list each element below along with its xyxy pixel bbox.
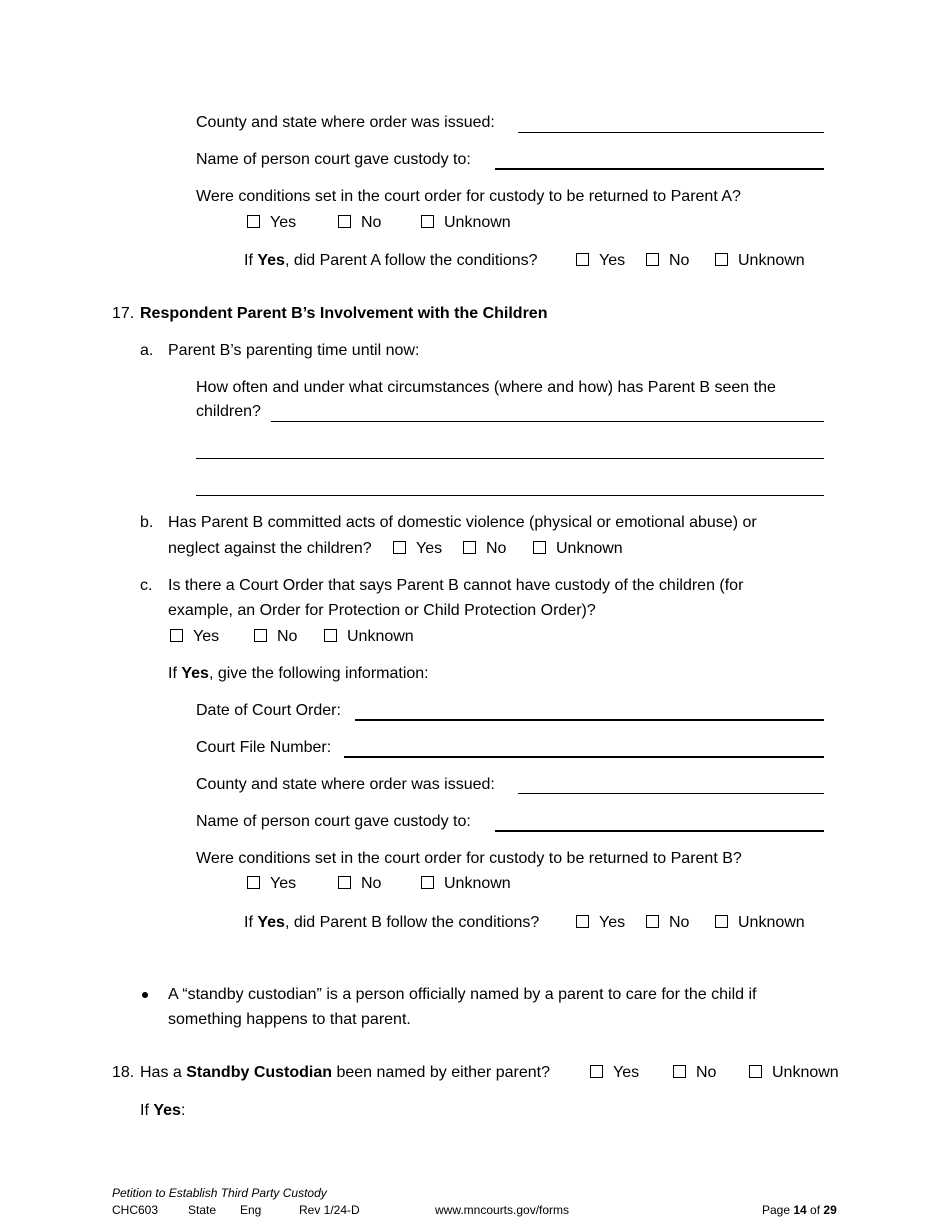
standby-yes-option[interactable]: Yes: [590, 1063, 639, 1083]
follow-conditions-question-b: If Yes, did Parent B follow the conditions?: [244, 914, 540, 931]
follow-a-unknown-option[interactable]: Unknown: [715, 251, 805, 271]
follow-b-yes-option[interactable]: Yes: [576, 913, 625, 933]
court-order-question-line1: Is there a Court Order that says Parent B cannot have custody of the children (for: [168, 577, 744, 594]
checkbox-icon[interactable]: [533, 541, 546, 554]
follow-b-unknown-option[interactable]: Unknown: [715, 913, 805, 933]
custody-name-field-b[interactable]: [495, 830, 824, 832]
footer-url[interactable]: www.mncourts.gov/forms: [435, 1203, 570, 1217]
court-order-if-yes: If Yes, give the following information:: [168, 665, 429, 682]
item-a-letter: a.: [140, 342, 154, 359]
checkbox-icon[interactable]: [715, 915, 728, 928]
checkbox-icon[interactable]: [646, 253, 659, 266]
checkbox-icon[interactable]: [590, 1065, 603, 1078]
conditions-a-no-option[interactable]: No: [338, 213, 381, 233]
standby-note-line2: something happens to that parent.: [168, 1011, 411, 1028]
conditions-b-no-option[interactable]: No: [338, 874, 381, 894]
parenting-time-question-line2: children?: [196, 403, 261, 420]
county-state-field-b[interactable]: [518, 793, 824, 794]
checkbox-icon[interactable]: [646, 915, 659, 928]
bullet-icon: [142, 992, 148, 998]
footer-form-type: State: [188, 1203, 217, 1217]
follow-a-yes-option[interactable]: Yes: [576, 251, 625, 271]
county-state-label-a: County and state where order was issued:: [196, 114, 495, 131]
dv-unknown-option[interactable]: Unknown: [533, 539, 623, 559]
court-file-number-label: Court File Number:: [196, 739, 332, 756]
section-17-title: Respondent Parent B’s Involvement with the Children: [140, 305, 548, 322]
checkbox-icon[interactable]: [247, 215, 260, 228]
checkbox-icon[interactable]: [673, 1065, 686, 1078]
parenting-time-answer-line2[interactable]: [196, 458, 824, 459]
checkbox-icon[interactable]: [247, 876, 260, 889]
domestic-violence-question-line1: Has Parent B committed acts of domestic violence (physical or emotional abuse) or: [168, 514, 757, 531]
checkbox-icon[interactable]: [463, 541, 476, 554]
item-a-text: Parent B’s parenting time until now:: [168, 342, 420, 359]
item-b-letter: b.: [140, 514, 154, 531]
standby-unknown-option[interactable]: Unknown: [749, 1063, 839, 1083]
date-of-order-label: Date of Court Order:: [196, 702, 341, 719]
footer-revision: Rev 1/24-D: [299, 1203, 360, 1217]
follow-a-no-option[interactable]: No: [646, 251, 689, 271]
parenting-time-question-line1: How often and under what circumstances (where and how) has Parent B seen the: [196, 379, 776, 396]
section-18-number: 18.: [112, 1064, 135, 1081]
court-order-question-line2: example, an Order for Protection or Child Protection Order)?: [168, 602, 596, 619]
conditions-question-b: Were conditions set in the court order for custody to be returned to Parent B?: [196, 850, 742, 867]
conditions-a-unknown-option[interactable]: Unknown: [421, 213, 511, 233]
court-order-yes-option[interactable]: Yes: [170, 627, 219, 647]
footer-page-number: Page 14 of 29: [762, 1203, 837, 1217]
item-c-letter: c.: [140, 577, 153, 594]
conditions-question-a: Were conditions set in the court order for custody to be returned to Parent A?: [196, 188, 741, 205]
court-file-number-field[interactable]: [344, 756, 824, 758]
footer-form-title: Petition to Establish Third Party Custody: [112, 1186, 327, 1200]
checkbox-icon[interactable]: [338, 876, 351, 889]
court-order-no-option[interactable]: No: [254, 627, 297, 647]
county-state-field-a[interactable]: [518, 132, 824, 133]
checkbox-icon[interactable]: [421, 215, 434, 228]
checkbox-icon[interactable]: [576, 915, 589, 928]
conditions-b-yes-option[interactable]: Yes: [247, 874, 296, 894]
custody-name-label-a: Name of person court gave custody to:: [196, 151, 471, 168]
footer-language: Eng: [240, 1203, 262, 1217]
follow-b-no-option[interactable]: No: [646, 913, 689, 933]
standby-if-yes: If Yes:: [140, 1102, 186, 1119]
domestic-violence-question-line2: neglect against the children?: [168, 540, 372, 557]
checkbox-icon[interactable]: [170, 629, 183, 642]
section-17-number: 17.: [112, 305, 135, 322]
checkbox-icon[interactable]: [254, 629, 267, 642]
checkbox-icon[interactable]: [421, 876, 434, 889]
parenting-time-answer-line1[interactable]: [271, 421, 824, 422]
county-state-label-b: County and state where order was issued:: [196, 776, 495, 793]
footer-form-number: CHC603: [112, 1203, 159, 1217]
standby-no-option[interactable]: No: [673, 1063, 716, 1083]
checkbox-icon[interactable]: [338, 215, 351, 228]
checkbox-icon[interactable]: [576, 253, 589, 266]
checkbox-icon[interactable]: [393, 541, 406, 554]
checkbox-icon[interactable]: [715, 253, 728, 266]
custody-name-field-a[interactable]: [495, 168, 824, 170]
date-of-order-field[interactable]: [355, 719, 824, 721]
standby-note-line1: A “standby custodian” is a person officially named by a parent to care for the child if: [168, 986, 757, 1003]
dv-no-option[interactable]: No: [463, 539, 506, 559]
parenting-time-answer-line3[interactable]: [196, 495, 824, 496]
standby-question: Has a Standby Custodian been named by either parent?: [140, 1064, 550, 1081]
checkbox-icon[interactable]: [749, 1065, 762, 1078]
dv-yes-option[interactable]: Yes: [393, 539, 442, 559]
conditions-b-unknown-option[interactable]: Unknown: [421, 874, 511, 894]
checkbox-icon[interactable]: [324, 629, 337, 642]
follow-conditions-question-a: If Yes, did Parent A follow the conditions?: [244, 252, 538, 269]
court-order-unknown-option[interactable]: Unknown: [324, 627, 414, 647]
conditions-a-yes-option[interactable]: Yes: [247, 213, 296, 233]
custody-name-label-b: Name of person court gave custody to:: [196, 813, 471, 830]
